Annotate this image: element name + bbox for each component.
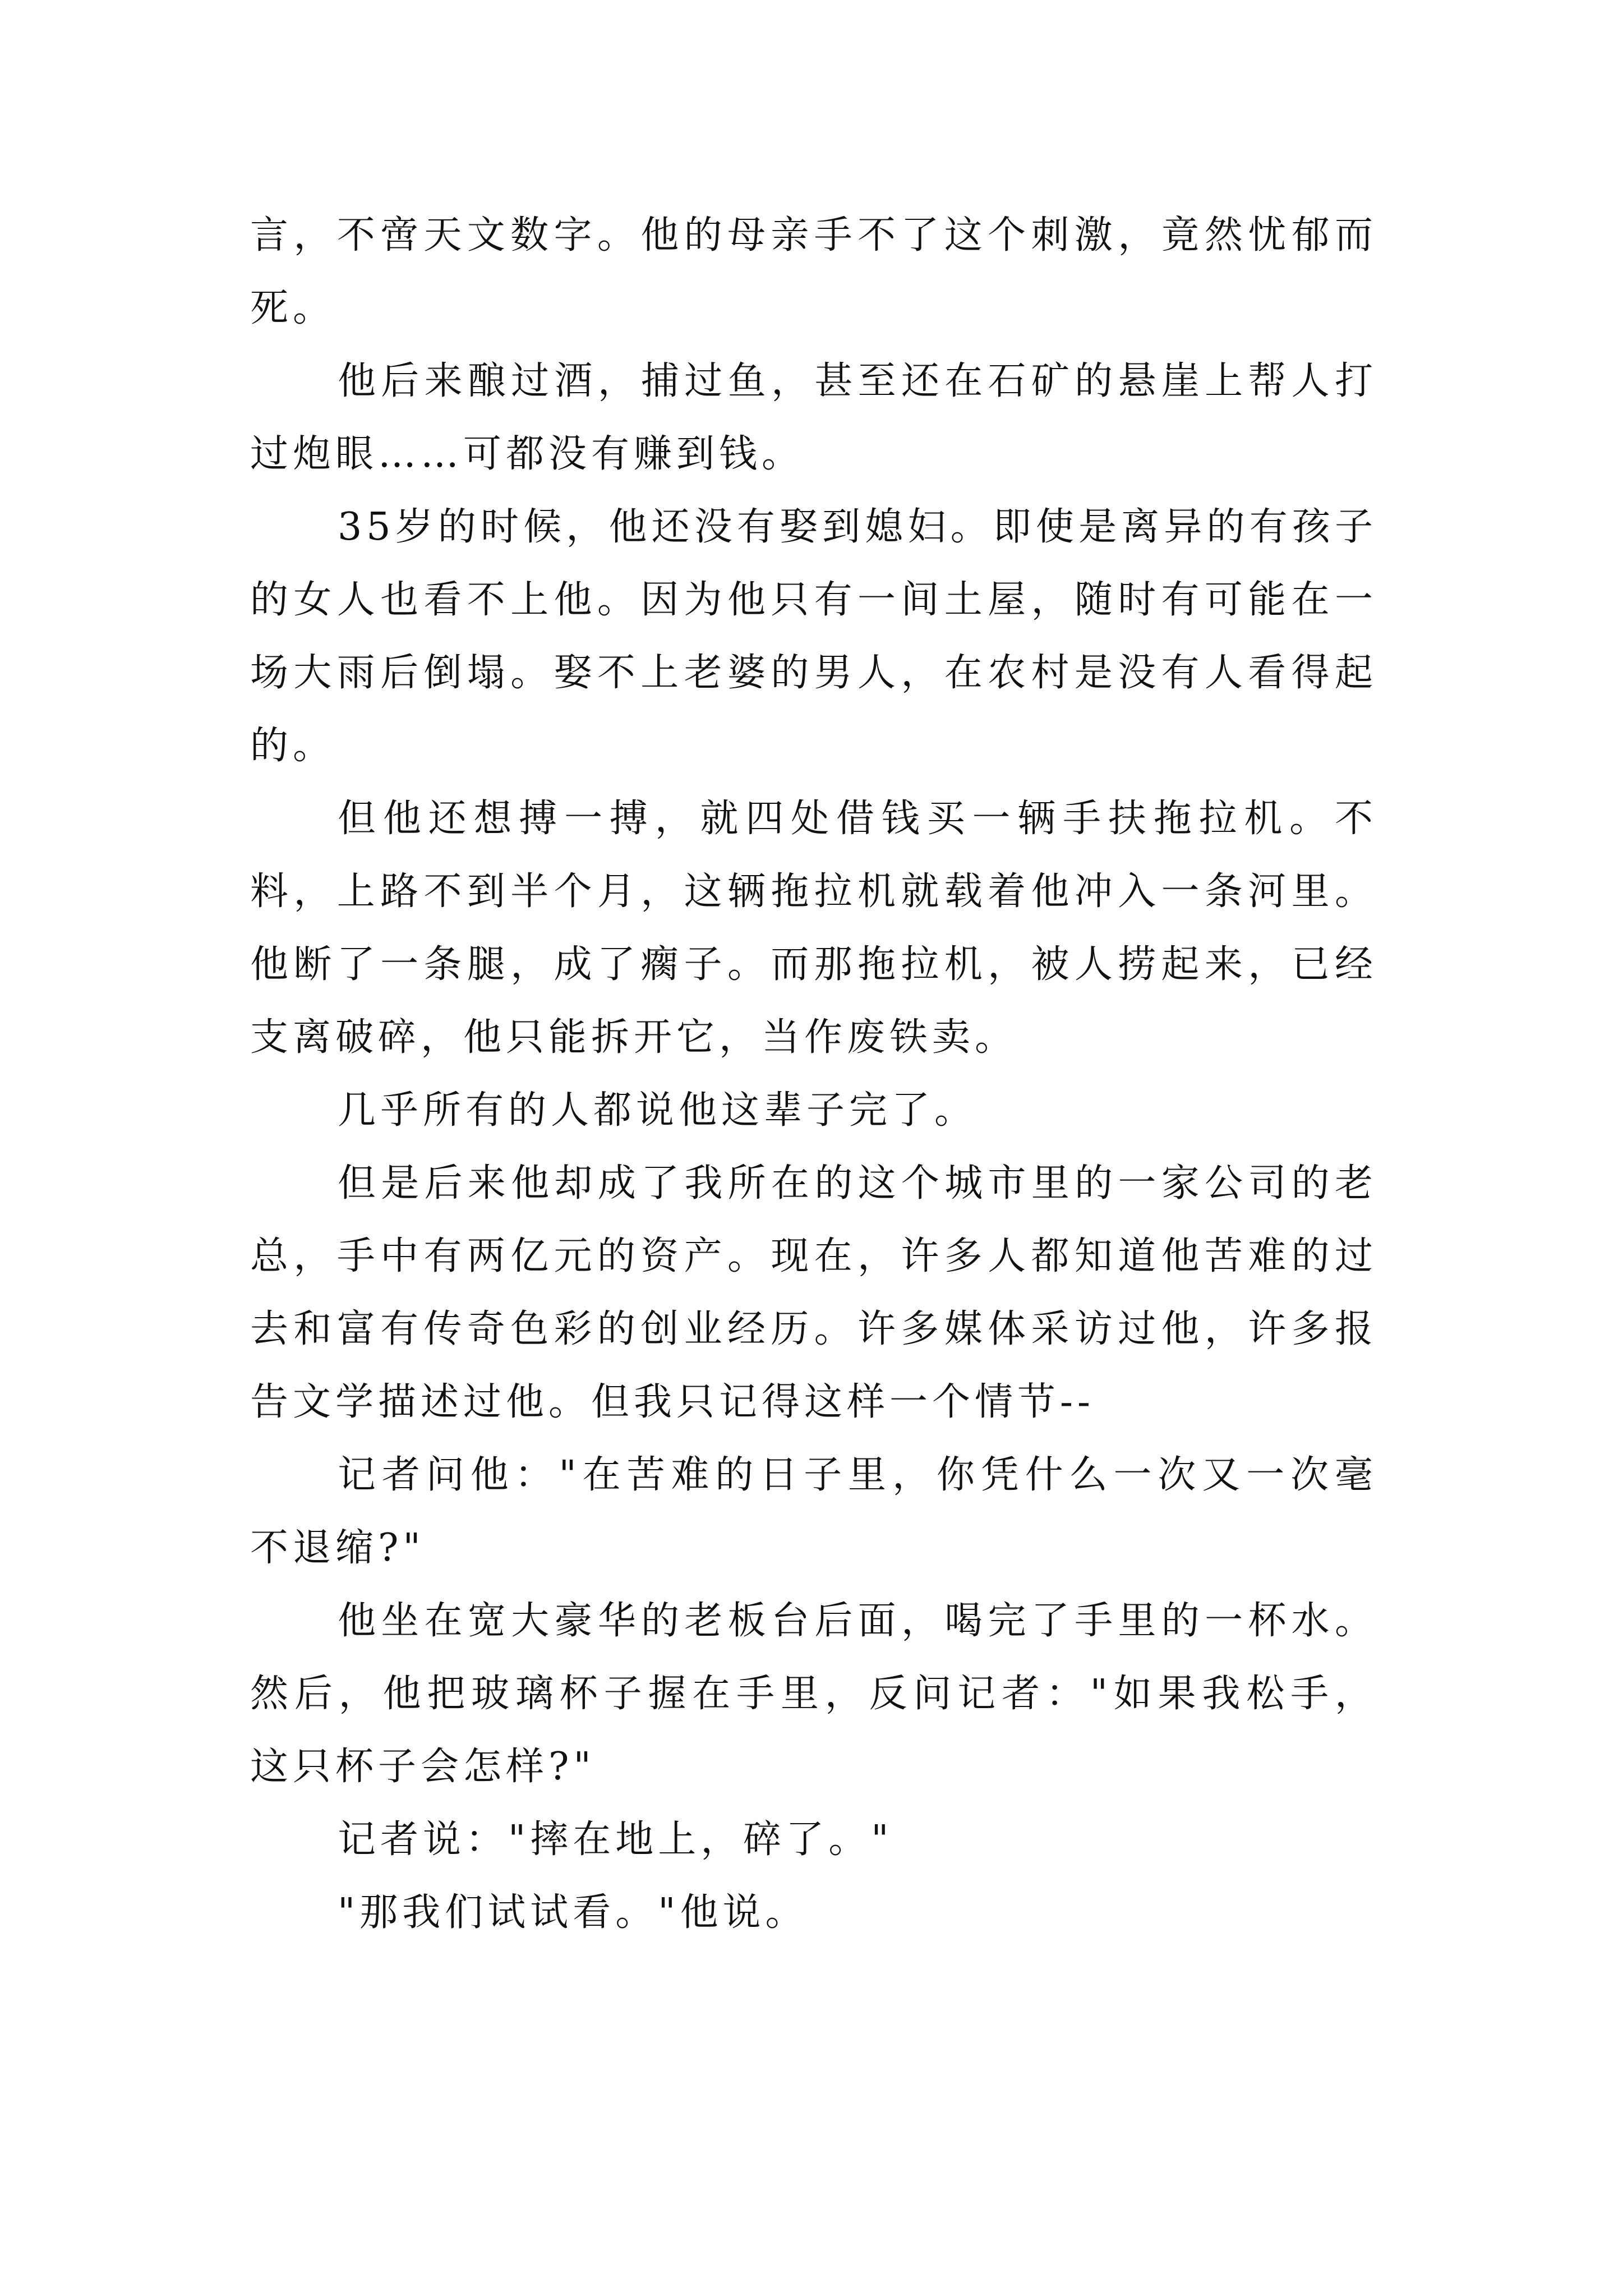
paragraph: 35岁的时候，他还没有娶到媳妇。即使是离异的有孩子的女人也看不上他。因为他只有一间土屋，随时有可能在一场大雨后倒塌。娶不上老婆的男人，在农村是没有人看得起的。: [250, 505, 1377, 768]
body-text: [250, 199, 1377, 1949]
paragraph: 他后来酿过酒，捕过鱼，甚至还在石矿的悬崖上帮人打过炮眼……可都没有赚到钱。: [250, 359, 1377, 476]
paragraph: 但是后来他却成了我所在的这个城市里的一家公司的老总，手中有两亿元的资产。现在，许多人都知道他苦难的过去和富有传奇色彩的创业经历。许多媒体采访过他，许多报告文学描述过他。但我只记得这样一个情节--: [250, 1161, 1377, 1424]
paragraph-continued: 言，不啻天文数字。他的母亲手不了这个刺激，竟然忧郁而死。: [250, 213, 1377, 330]
paragraph: 记者说："摔在地上，碎了。": [338, 1818, 893, 1862]
paragraph: "那我们试试看。"他说。: [338, 1890, 808, 1935]
paragraph: 几乎所有的人都说他这辈子完了。: [338, 1088, 978, 1133]
paragraph: 但他还想搏一搏，就四处借钱买一辆手扶拖拉机。不料，上路不到半个月，这辆拖拉机就载着他冲入一条河里。他断了一条腿，成了瘸子。而那拖拉机，被人捞起来，已经支离破碎，他只能拆开它，当作废铁卖。: [250, 797, 1377, 1060]
paragraph: 他坐在宽大豪华的老板台后面，喝完了手里的一杯水。然后，他把玻璃杯子握在手里，反问记者："如果我松手，这只杯子会怎样?": [250, 1599, 1377, 1789]
paragraph: 记者问他："在苦难的日子里，你凭什么一次又一次毫不退缩?": [250, 1453, 1377, 1570]
